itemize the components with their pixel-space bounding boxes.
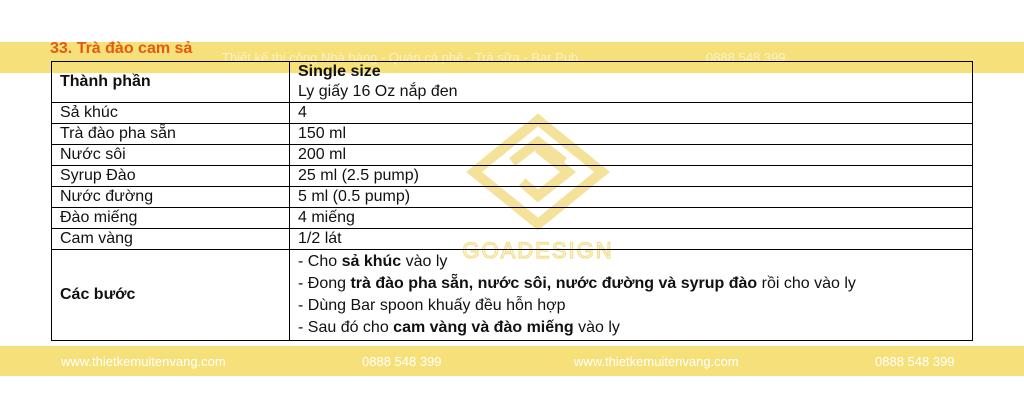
step-line: [298, 317, 964, 339]
step-text: - Cho: [298, 253, 342, 270]
bottom-watermark-phone: 0888 548 399: [362, 354, 442, 369]
step-line: [298, 295, 964, 317]
step-emphasis: cam vàng và đào miếng: [393, 319, 574, 336]
ingredient-value: 200 ml: [290, 145, 973, 166]
steps-row: [52, 250, 973, 341]
size-detail: Ly giấy 16 Oz nắp đen: [298, 83, 458, 100]
step-text: - Sau đó cho: [298, 319, 394, 336]
top-watermark-phone: 0888 548 399: [706, 50, 786, 65]
bottom-watermark-url: www.thietkemuitenvang.com: [574, 354, 739, 369]
step-emphasis: trà đào pha sẵn, nước sôi, nước đường và syrup đào: [350, 275, 758, 292]
step-text: rồi cho vào ly: [757, 275, 856, 292]
table-row: [52, 124, 973, 145]
step-text: vào ly: [573, 319, 620, 336]
logo-wordmark: GOADESIGN: [462, 238, 614, 263]
ingredients-header: Thành phần: [52, 62, 290, 103]
table-row: [52, 187, 973, 208]
ingredient-name: Đào miếng: [52, 208, 290, 229]
table-row: [52, 103, 973, 124]
table-row: [52, 145, 973, 166]
ingredient-value: 4: [290, 103, 973, 124]
bottom-watermark-url: www.thietkemuitenvang.com: [61, 354, 226, 369]
ingredient-name: Trà đào pha sẵn: [52, 124, 290, 145]
step-text: vào ly: [401, 253, 448, 270]
size-header-cell: [290, 62, 973, 103]
step-emphasis: sả khúc: [341, 253, 402, 270]
ingredient-value: 150 ml: [290, 124, 973, 145]
ingredient-name: Sả khúc: [52, 103, 290, 124]
ingredient-name: Cam vàng: [52, 229, 290, 250]
step-text: - Dùng Bar spoon khuấy đều hỗn hợp: [298, 297, 566, 314]
recipe-title: 33. Trà đào cam sả: [50, 40, 193, 57]
table-row: [52, 208, 973, 229]
ingredient-value: 1/2 lát: [290, 229, 973, 250]
steps-cell: [290, 250, 973, 341]
ingredient-value: 25 ml (2.5 pump): [290, 166, 973, 187]
top-watermark-text: Thiết kế thi công Nhà hàng - Quán cà phê - Trà sữa - Bar Pub: [222, 50, 579, 65]
recipe-table: [51, 61, 973, 341]
size-title: Single size: [298, 63, 381, 80]
steps-label: Các bước: [52, 250, 290, 341]
table-row: [52, 166, 973, 187]
step-line: [298, 251, 964, 273]
ingredient-value: 4 miếng: [290, 208, 973, 229]
ingredient-name: Syrup Đào: [52, 166, 290, 187]
ingredient-value: 5 ml (0.5 pump): [290, 187, 973, 208]
ingredient-name: Nước đường: [52, 187, 290, 208]
step-line: [298, 273, 964, 295]
table-row: [52, 229, 973, 250]
ingredient-name: Nước sôi: [52, 145, 290, 166]
bottom-watermark-phone: 0888 548 399: [875, 354, 955, 369]
step-text: - Đong: [298, 275, 351, 292]
table-header-row: [52, 62, 973, 103]
